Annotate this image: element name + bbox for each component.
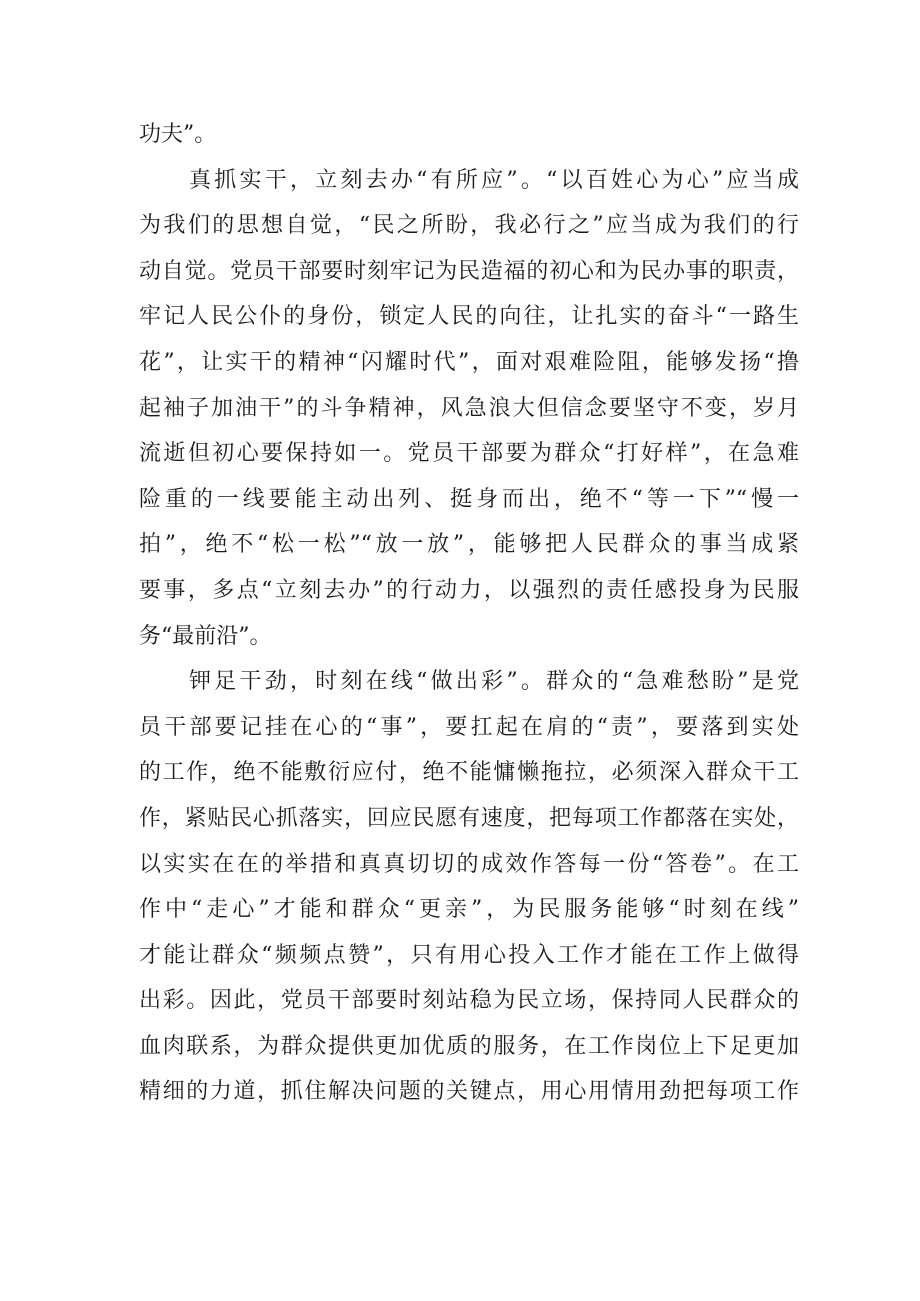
document-body	[139, 112, 799, 1115]
paragraph-start-line: 钾足干劲，时刻在线“做出彩”。群众的“急难愁盼”是党	[189, 669, 799, 695]
text-line: 功夫”。	[139, 122, 217, 147]
text-line: 以实实在在的举措和真真切切的成效作答每一份“答卷”。在工	[139, 851, 799, 877]
text-line: 血肉联系，为群众提供更加优质的服务，在工作岗位上下足更加	[139, 1033, 799, 1059]
text-line: 精细的力道，抓住解决问题的关键点，用心用情用劲把每项工作	[139, 1079, 799, 1105]
text-line: 起袖子加油干”的斗争精神，风急浪大但信念要坚守不变，岁月	[139, 395, 799, 421]
text-line: 务“最前沿”。	[139, 623, 272, 649]
text-line: 为我们的思想自觉，“民之所盼，我必行之”应当成为我们的行	[139, 213, 799, 239]
text-line: 动自觉。党员干部要时刻牢记为民造福的初心和为民办事的职责，	[139, 258, 799, 284]
text-line: 员干部要记挂在心的“事”，要扛起在肩的“责”，要落到实处	[139, 714, 799, 740]
text-line: 才能让群众“频频点赞”，只有用心投入工作才能在工作上做得	[139, 942, 799, 968]
text-line: 作，紧贴民心抓落实，回应民愿有速度，把每项工作都落在实处，	[139, 805, 799, 831]
text-line: 牢记人民公仆的身份，锁定人民的向往，让扎实的奋斗“一路生	[139, 304, 799, 330]
text-line: 拍”，绝不“松一松”“放一放”，能够把人民群众的事当成紧	[139, 532, 799, 558]
text-line: 作中“走心”才能和群众“更亲”，为民服务能够“时刻在线”	[139, 897, 799, 923]
text-line: 出彩。因此，党员干部要时刻站稳为民立场，保持同人民群众的	[139, 988, 799, 1014]
text-line: 花”，让实干的精神“闪耀时代”，面对艰难险阻，能够发扬“撸	[139, 349, 799, 375]
text-line: 流逝但初心要保持如一。党员干部要为群众“打好样”，在急难	[139, 441, 799, 467]
text-line: 要事，多点“立刻去办”的行动力，以强烈的责任感投身为民服	[139, 577, 799, 603]
paragraph-start-line: 真抓实干，立刻去办“有所应”。“以百姓心为心”应当成	[189, 167, 799, 193]
text-line: 险重的一线要能主动出列、挺身而出，绝不“等一下”“慢一	[139, 486, 799, 512]
text-line: 的工作，绝不能敷衍应付，绝不能慵懒拖拉，必须深入群众干工	[139, 760, 799, 786]
